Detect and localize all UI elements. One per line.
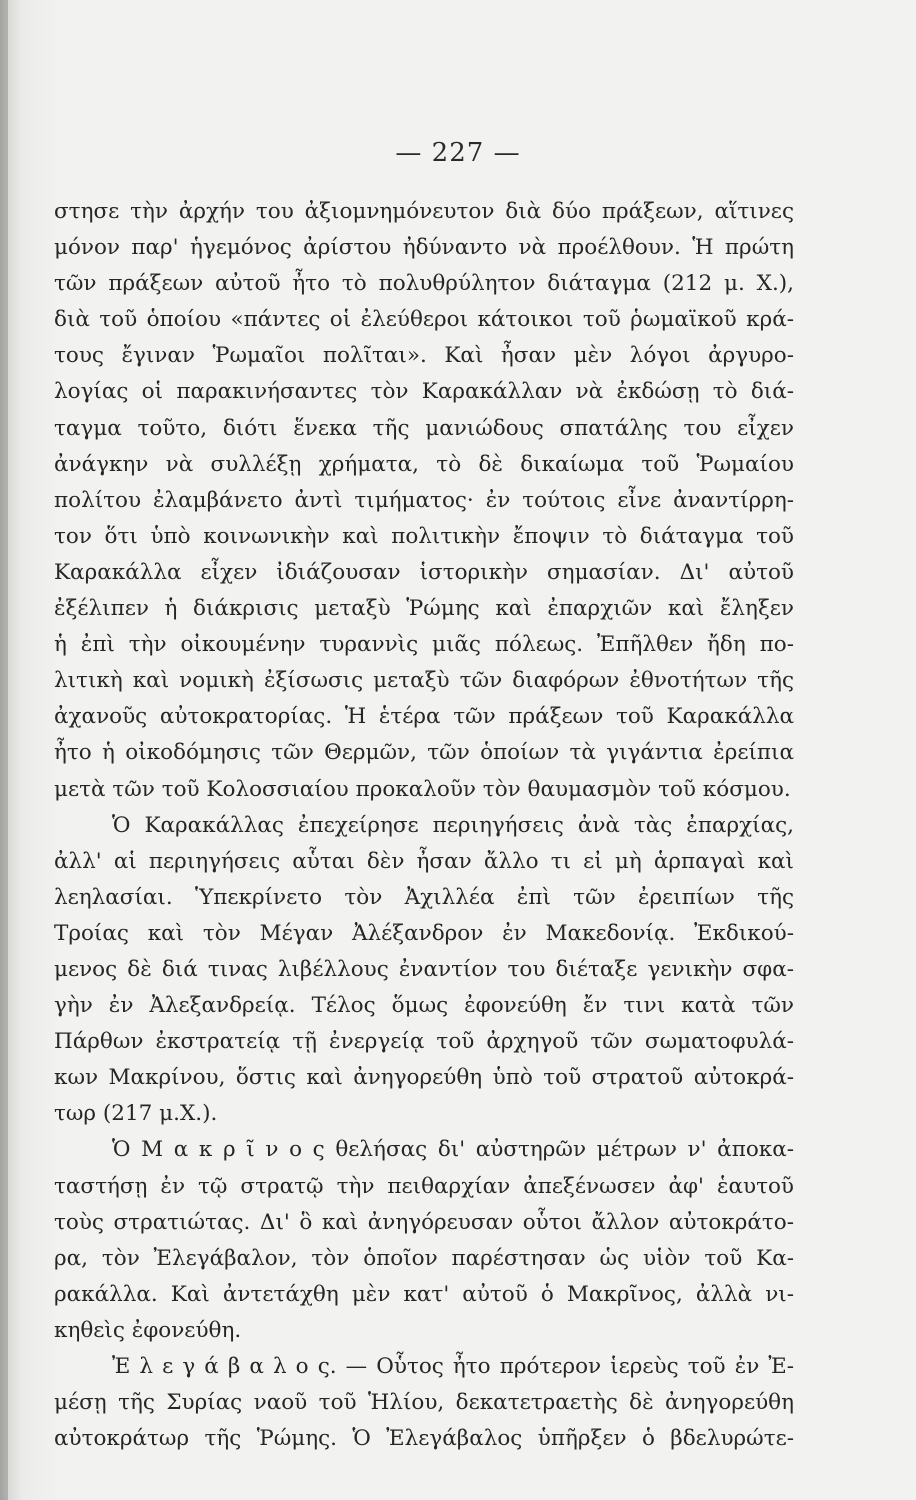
- text-line: λογίας οἱ παρακινήσαντες τὸν Καρακάλλαν νὰ ἐκδώσῃ τὸ διά-: [54, 379, 794, 405]
- text-line: τωρ (217 μ.Χ.).: [54, 1101, 218, 1127]
- text-line: κων Μακρίνου, ὅστις καὶ ἀνηγορεύθη ὑπὸ τοῦ στρατοῦ αὐτοκρά-: [54, 1065, 794, 1091]
- text-line: μέσῃ τῆς Συρίας ναοῦ τοῦ Ἡλίου, δεκατετραετὴς δὲ ἀνηγορεύθη: [54, 1390, 794, 1416]
- text-line: ταστήσῃ ἐν τῷ στρατῷ τὴν πειθαρχίαν ἀπεξένωσεν ἀφ' ἑαυτοῦ: [54, 1173, 794, 1199]
- text-line: γὴν ἐν Ἀλεξανδρείᾳ. Τέλος ὅμως ἐφονεύθη ἔν τινι κατὰ τῶν: [54, 993, 794, 1019]
- text-line: τον ὅτι ὑπὸ κοινωνικὴν καὶ πολιτικὴν ἔποψιν τὸ διάταγμα τοῦ: [54, 523, 794, 549]
- text-line: Πάρθων ἐκστρατείᾳ τῇ ἐνεργείᾳ τοῦ ἀρχηγοῦ τῶν σωματοφυλά-: [54, 1029, 794, 1055]
- text-line: ταγμα τοῦτο, διότι ἕνεκα τῆς μανιώδους σπατάλης του εἶχεν: [54, 415, 794, 441]
- text-line: ἀχανοῦς αὐτοκρατορίας. Ἡ ἑτέρα τῶν πράξεων τοῦ Καρακάλλα: [54, 704, 794, 730]
- text-line: ρα, τὸν Ἐλεγάβαλον, τὸν ὁποῖον παρέστησαν ὡς υἱὸν τοῦ Κα-: [54, 1245, 794, 1271]
- page-number: — 227 —: [395, 138, 521, 168]
- text-line: μενος δὲ διά τινας λιβέλλους ἐναντίον του διέταξε γενικὴν σφα-: [54, 956, 794, 982]
- text-line: μετὰ τῶν τοῦ Κολοσσιαίου προκαλοῦν τὸν θαυμασμὸν τοῦ κόσμου.: [54, 776, 791, 802]
- text-line: μόνον παρ' ἡγεμόνος ἀρίστου ἠδύναντο νὰ προέλθουν. Ἡ πρώτη: [54, 235, 794, 261]
- text-line: ρακάλλα. Καὶ ἀντετάχθη μὲν κατ' αὐτοῦ ὁ Μακρῖνος, ἀλλὰ νι-: [54, 1281, 794, 1307]
- text-line: Καρακάλλα εἶχεν ἰδιάζουσαν ἱστορικὴν σημασίαν. Δι' αὐτοῦ: [54, 559, 794, 585]
- text-line: τους ἔγιναν Ῥωμαῖοι πολῖται». Καὶ ἦσαν μὲν λόγοι ἀργυρο-: [54, 343, 794, 369]
- text-line: ἡ ἐπὶ τὴν οἰκουμένην τυραννὶς μιᾶς πόλεως. Ἐπῆλθεν ἤδη πο-: [54, 632, 794, 658]
- text-line: πολίτου ἐλαμβάνετο ἀντὶ τιμήματος· ἐν τούτοις εἶνε ἀναντίρρη-: [54, 487, 794, 513]
- text-line: λεηλασίαι. Ὑπεκρίνετο τὸν Ἀχιλλέα ἐπὶ τῶν ἐρειπίων τῆς: [54, 884, 794, 910]
- text-line: τῶν πράξεων αὐτοῦ ἦτο τὸ πολυθρύλητον διάταγμα (212 μ. Χ.),: [54, 271, 794, 297]
- text-line: αὐτοκράτωρ τῆς Ῥώμης. Ὁ Ἐλεγάβαλος ὑπῆρξεν ὁ βδελυρώτε-: [54, 1426, 794, 1452]
- text-line: στησε τὴν ἀρχήν του ἀξιομνημόνευτον διὰ δύο πράξεων, αἵτινες: [54, 199, 794, 224]
- binding-gutter: [0, 0, 8, 1500]
- text-line: ἀλλ' αἱ περιηγήσεις αὗται δὲν ἦσαν ἄλλο τι εἰ μὴ ἁρπαγαὶ καὶ: [54, 848, 794, 874]
- text-line: ἐξέλιπεν ἡ διάκρισις μεταξὺ Ῥώμης καὶ ἐπαρχιῶν καὶ ἔληξεν: [54, 596, 794, 622]
- text-line: Τροίας καὶ τὸν Μέγαν Ἀλέξανδρον ἐν Μακεδονίᾳ. Ἐκδικού-: [54, 920, 794, 946]
- text-line: ἀνάγκην νὰ συλλέξῃ χρήματα, τὸ δὲ δικαίωμα τοῦ Ῥωμαίου: [54, 451, 794, 477]
- text-line: ἦτο ἡ οἰκοδόμησις τῶν Θερμῶν, τῶν ὁποίων τὰ γιγάντια ἐρείπια: [54, 740, 794, 766]
- text-line: κηθεὶς ἐφονεύθη.: [54, 1317, 242, 1343]
- text-line: λιτικὴ καὶ νομικὴ ἐξίσωσις μεταξὺ τῶν διαφόρων ἐθνοτήτων τῆς: [54, 668, 794, 694]
- text-line: Ἐ λ ε γ ά β α λ ο ς. — Οὗτος ἦτο πρότερον ἱερεὺς τοῦ ἐν Ἐ-: [112, 1354, 794, 1379]
- text-line: Ὁ Μ α κ ρ ῖ ν ο ς θελήσας δι' αὐστηρῶν μέτρων ν' ἀποκα-: [112, 1137, 794, 1163]
- text-line: διὰ τοῦ ὁποίου «πάντες οἱ ἐλεύθεροι κάτοικοι τοῦ ῥωμαϊκοῦ κρά-: [54, 307, 794, 333]
- text-line: Ὁ Καρακάλλας ἐπεχείρησε περιηγήσεις ἀνὰ τὰς ἐπαρχίας,: [112, 812, 794, 838]
- text-line: τοὺς στρατιώτας. Δι' ὃ καὶ ἀνηγόρευσαν οὗτοι ἄλλον αὐτοκράτο-: [54, 1209, 794, 1235]
- text-body: [54, 194, 794, 1457]
